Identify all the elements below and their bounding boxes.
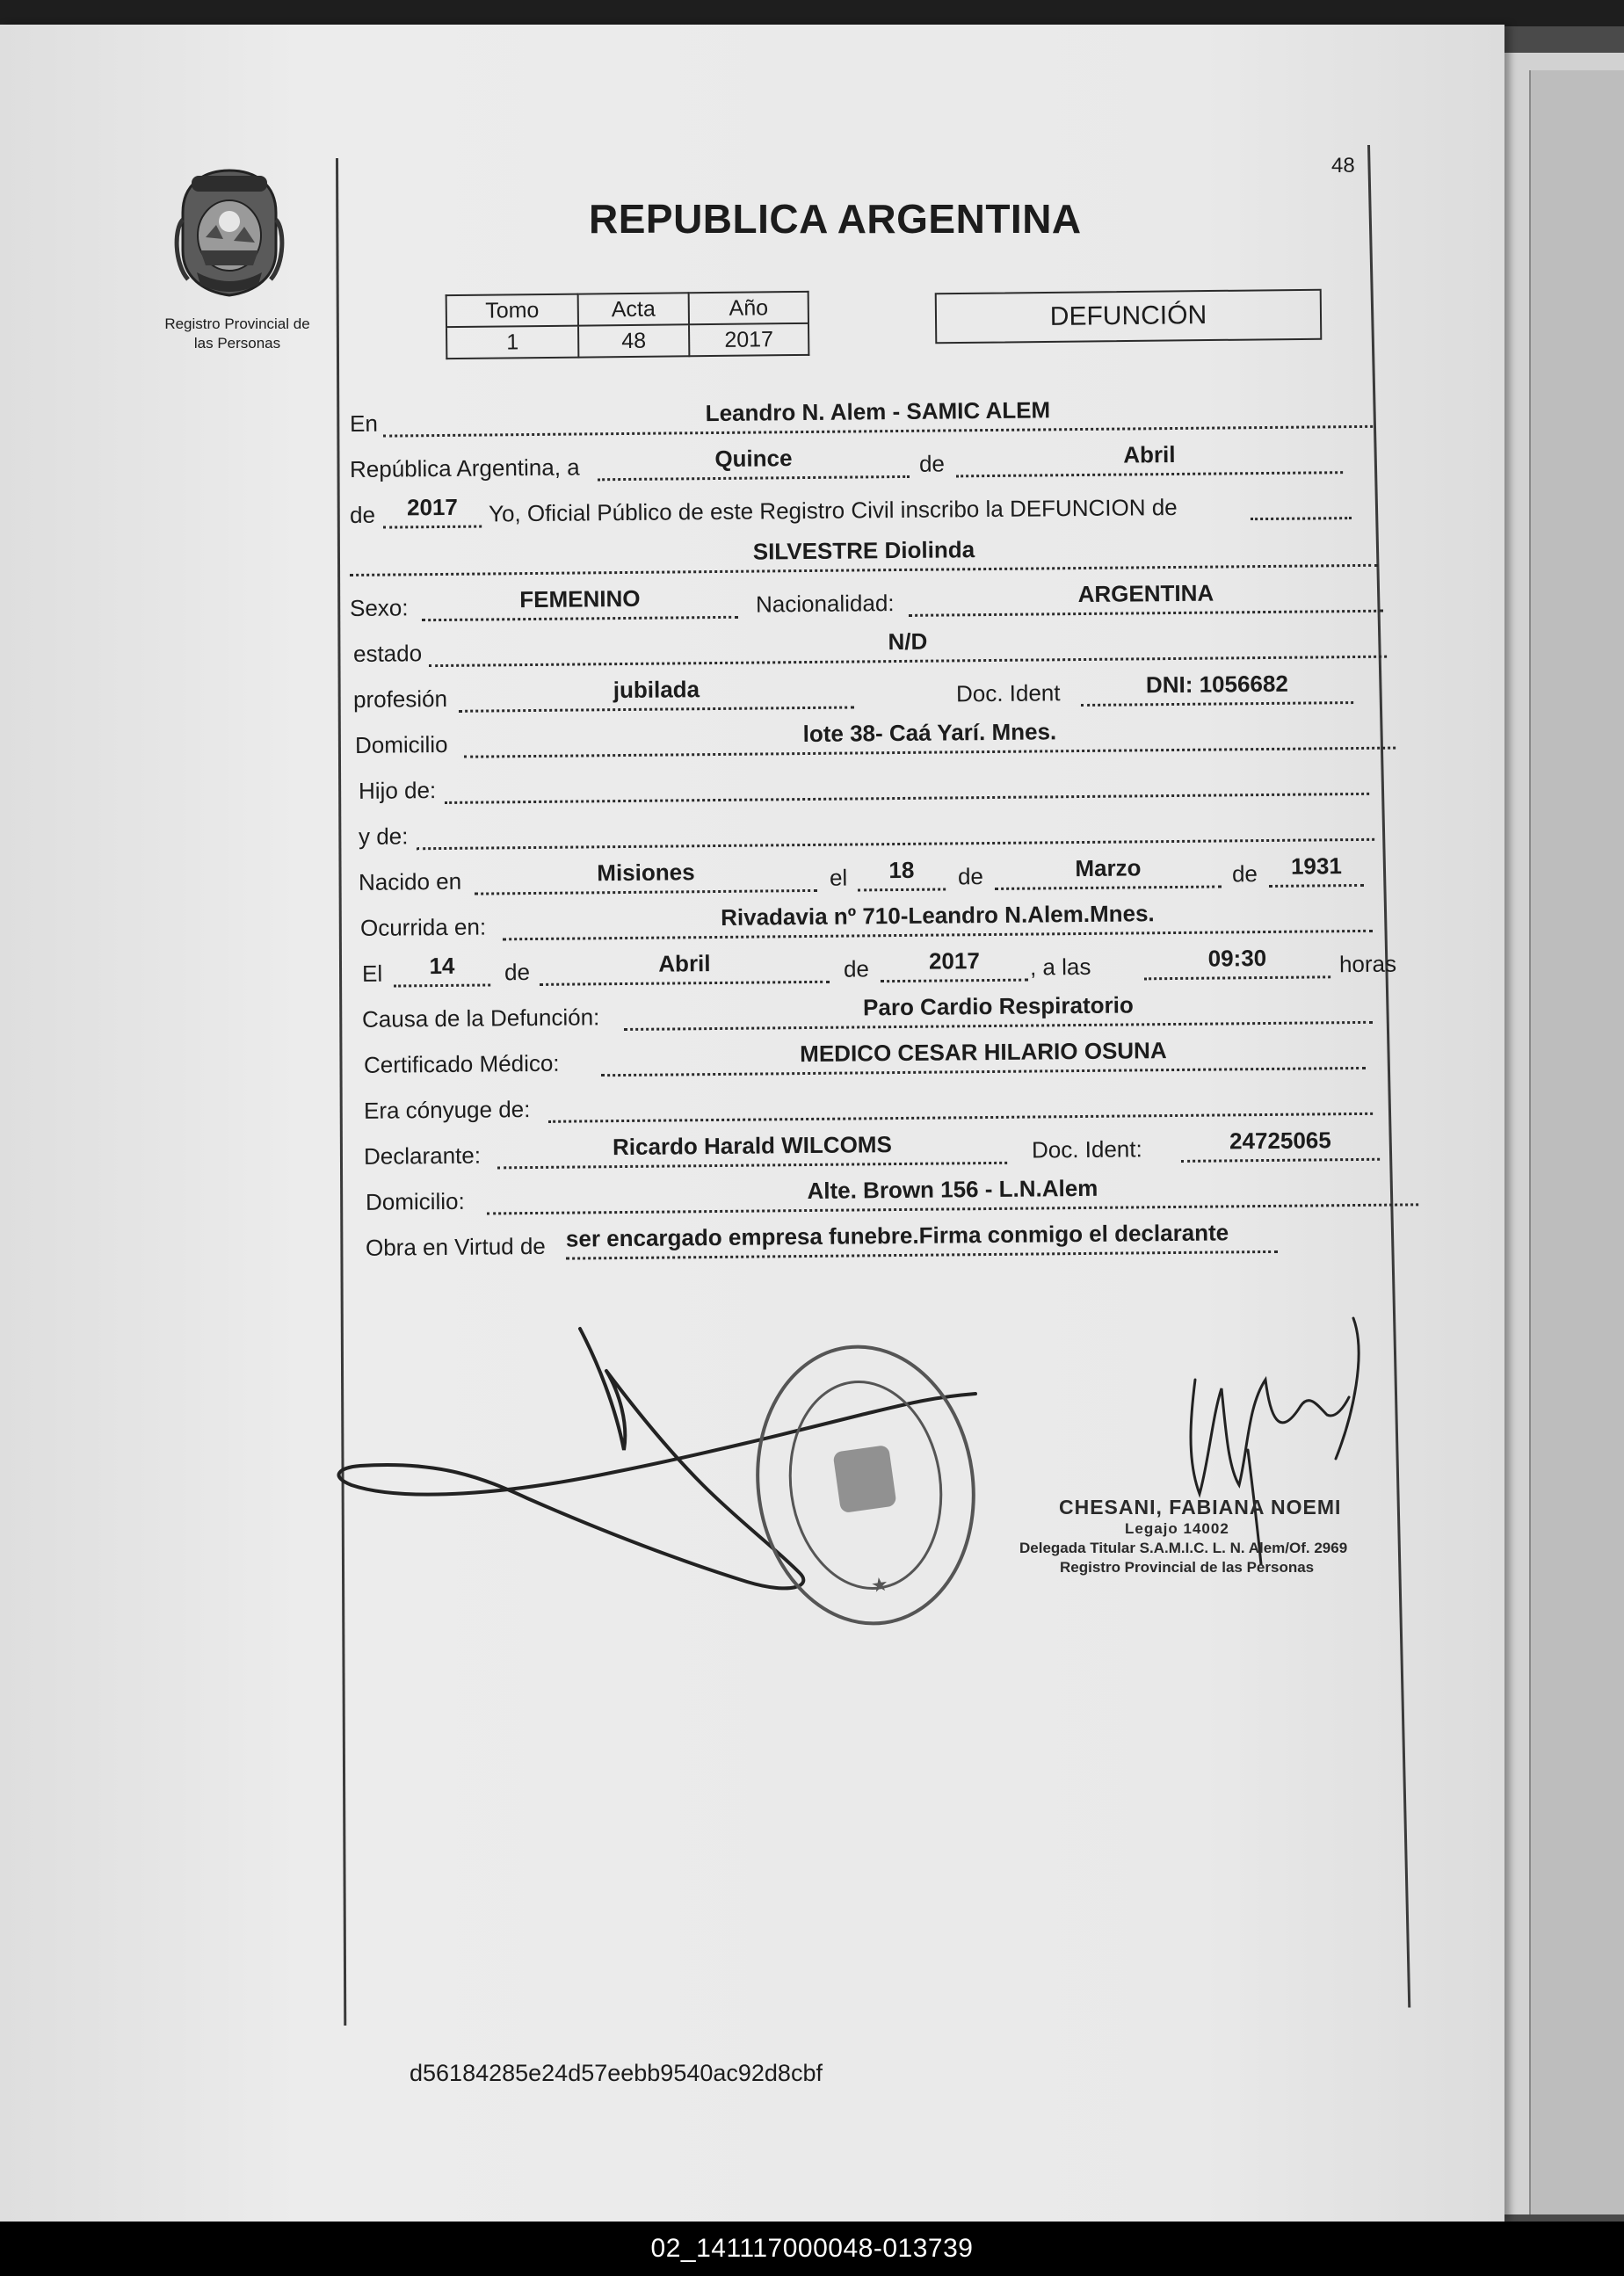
registry-table xyxy=(446,291,810,359)
label-sexo: Sexo: xyxy=(349,594,409,621)
registry-header-acta: Acta xyxy=(578,293,689,325)
field-blank-de xyxy=(1251,485,1352,520)
svg-text:★: ★ xyxy=(869,1573,890,1598)
field-domicilio-declarante: Alte. Brown 156 - L.N.Alem xyxy=(487,1171,1418,1214)
emblem-caption-line1: Registro Provincial de xyxy=(164,315,310,332)
field-certificado: MEDICO CESAR HILARIO OSUNA xyxy=(601,1035,1366,1076)
emblem-caption xyxy=(145,315,330,353)
field-sexo: FEMENINO xyxy=(422,584,738,621)
file-name: 02_141117000048-013739 xyxy=(650,2234,974,2263)
label-obra: Obra en Virtud de xyxy=(365,1232,546,1261)
officer-name: CHESANI, FABIANA NOEMI xyxy=(1059,1496,1342,1519)
misiones-emblem-icon xyxy=(172,167,286,299)
label-estado: estado xyxy=(352,640,423,667)
label-de-4: de xyxy=(843,955,870,982)
field-dni: DNI: 1056682 xyxy=(1081,670,1353,707)
label-causa: Causa de la Defunción: xyxy=(361,1004,600,1033)
label-conyuge: Era cónyuge de: xyxy=(363,1096,531,1124)
label-republica: República Argentina, a xyxy=(349,453,580,482)
field-declarante: Ricardo Harald WILCOMS xyxy=(497,1130,1007,1170)
label-certificado: Certificado Médico: xyxy=(363,1049,560,1078)
registry-value-anio: 2017 xyxy=(689,323,808,356)
registry-header-tomo: Tomo xyxy=(446,294,578,328)
label-doc-ident-declarante: Doc. Ident: xyxy=(1031,1135,1142,1163)
label-de-1: de xyxy=(957,863,984,890)
field-domicilio: lote 38- Caá Yarí. Mnes. xyxy=(464,715,1396,758)
field-lugar-defuncion: Rivadavia nº 710-Leandro N.Alem.Mnes. xyxy=(503,898,1373,941)
officer-registro: Registro Provincial de las Personas xyxy=(1060,1559,1315,1576)
label-nacionalidad: Nacionalidad: xyxy=(755,590,895,618)
document-type-box: DEFUNCIÓN xyxy=(935,289,1323,344)
field-anio-nacimiento: 1931 xyxy=(1269,852,1364,888)
field-lugar: Leandro N. Alem - SAMIC ALEM xyxy=(383,394,1373,438)
label-en: En xyxy=(349,410,378,437)
field-doc-declarante: 24725065 xyxy=(1181,1127,1380,1163)
label-el-fecha: El xyxy=(361,960,383,987)
label-y-de: y de: xyxy=(358,823,409,850)
label-de-anio: de xyxy=(349,501,376,528)
field-mes-registro: Abril xyxy=(956,439,1343,477)
field-nacionalidad: ARGENTINA xyxy=(909,578,1383,617)
label-domicilio-declarante: Domicilio: xyxy=(365,1187,465,1215)
field-mes-nacimiento: Marzo xyxy=(995,853,1222,889)
registry-value-tomo: 1 xyxy=(446,326,578,359)
document-hash: d56184285e24d57eebb9540ac92d8cbf xyxy=(410,2060,823,2086)
field-nombre-fallecido: SILVESTRE Diolinda xyxy=(350,533,1378,576)
field-dia-nacimiento: 18 xyxy=(858,856,946,891)
registry-value-acta: 48 xyxy=(578,324,689,357)
field-dia-defuncion: 14 xyxy=(394,952,490,987)
field-anio-registro: 2017 xyxy=(383,494,482,529)
field-hora-defuncion: 09:30 xyxy=(1144,944,1330,980)
text-oficial: Yo, Oficial Público de este Registro Civil inscribo la DEFUNCION de xyxy=(488,493,1178,527)
field-mes-defuncion: Abril xyxy=(540,949,830,986)
field-obra: ser encargado empresa funebre.Firma conmigo el declarante xyxy=(566,1219,1278,1260)
label-domicilio: Domicilio xyxy=(354,730,448,758)
emblem-caption-line2: las Personas xyxy=(193,335,281,352)
label-de-2: de xyxy=(1231,860,1258,888)
field-profesion: jubilada xyxy=(459,674,854,712)
field-anio-defuncion: 2017 xyxy=(881,947,1028,983)
top-dark-strip xyxy=(0,0,1624,26)
label-de: de xyxy=(918,450,946,477)
label-horas: horas xyxy=(1338,950,1397,978)
back-page-2 xyxy=(1529,70,1624,2214)
label-profesion: profesión xyxy=(352,685,448,713)
label-el: el xyxy=(829,864,848,891)
field-causa: Paro Cardio Respiratorio xyxy=(624,989,1373,1031)
page-number: 48 xyxy=(1331,154,1355,178)
signature-area xyxy=(334,1309,1415,1678)
registry-header-anio: Año xyxy=(689,292,808,324)
bottom-filename-band xyxy=(0,2222,1624,2276)
label-de-3: de xyxy=(504,959,531,986)
page-title: REPUBLICA ARGENTINA xyxy=(589,196,1082,242)
field-estado: N/D xyxy=(429,624,1387,667)
label-a-las: , a las xyxy=(1029,953,1091,981)
field-lugar-nacimiento: Misiones xyxy=(475,858,817,895)
label-ocurrida: Ocurrida en: xyxy=(359,913,487,941)
field-dia-registro: Quince xyxy=(598,444,910,481)
label-declarante: Declarante: xyxy=(363,1142,482,1170)
officer-legajo: Legajo 14002 xyxy=(1125,1520,1229,1537)
label-doc-ident: Doc. Ident xyxy=(955,679,1061,707)
officer-cargo: Delegada Titular S.A.M.I.C. L. N. Alem/Of. 2969 xyxy=(1019,1540,1348,1556)
label-hijo: Hijo de: xyxy=(358,777,437,804)
label-nacido-en: Nacido en xyxy=(358,867,462,895)
signatures-and-stamp-icon xyxy=(334,1309,1415,1678)
